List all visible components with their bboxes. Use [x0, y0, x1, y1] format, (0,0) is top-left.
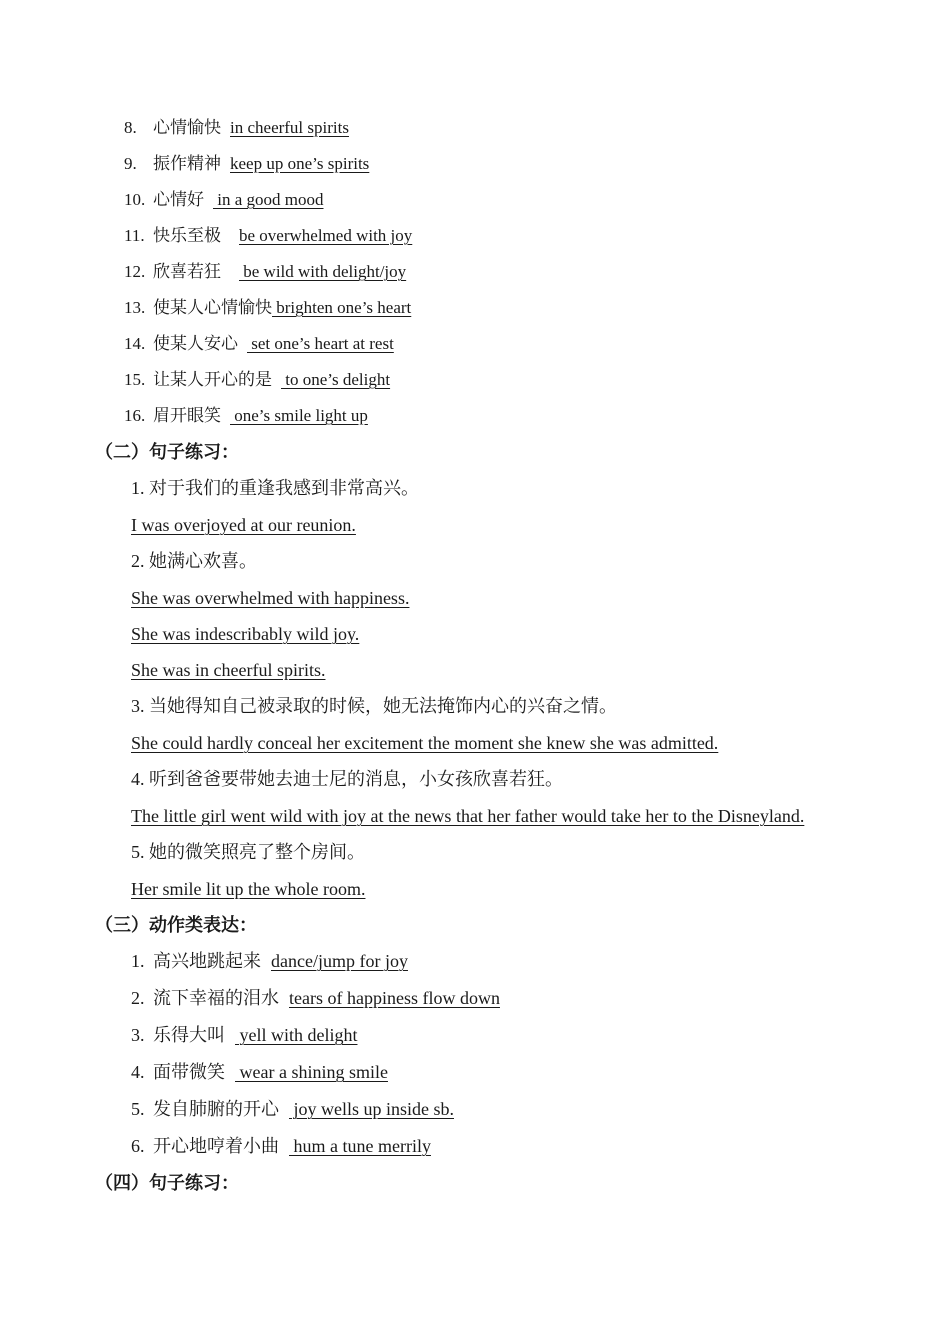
phrase-chinese: 心情好	[153, 190, 204, 209]
phrase-item	[124, 263, 406, 280]
action-item	[131, 1137, 431, 1155]
phrase-item	[124, 335, 394, 352]
item-number: 9.	[124, 154, 137, 173]
phrase-english: tears of happiness flow down	[289, 988, 500, 1008]
phrase-item	[124, 191, 324, 208]
phrase-item	[124, 299, 411, 316]
phrase-chinese: 高兴地跳起来	[153, 951, 261, 971]
phrase-english: joy wells up inside sb.	[289, 1099, 454, 1119]
item-number: 10.	[124, 190, 146, 209]
action-item	[131, 989, 500, 1007]
phrase-item	[124, 227, 412, 244]
item-number: 6.	[131, 1136, 145, 1156]
phrase-english: set one’s heart at rest	[247, 334, 394, 353]
sentence-chinese: 1. 对于我们的重逢我感到非常高兴。	[131, 478, 419, 498]
phrase-english: in a good mood	[213, 190, 324, 209]
phrase-item	[124, 119, 349, 136]
phrase-item	[124, 407, 368, 424]
phrase-english: be wild with delight/joy	[239, 262, 407, 281]
item-number: 11.	[124, 226, 145, 245]
action-item	[131, 1063, 388, 1081]
sentence-english: I was overjoyed at our reunion.	[131, 515, 356, 535]
phrase-chinese: 开心地哼着小曲	[153, 1136, 279, 1156]
phrase-english: one’s smile light up	[230, 406, 368, 425]
phrase-chinese: 发自肺腑的开心	[153, 1099, 279, 1119]
phrase-chinese: 乐得大叫	[153, 1025, 225, 1045]
phrase-chinese: 欣喜若狂	[153, 262, 221, 281]
phrase-item	[124, 371, 390, 388]
item-number: 2.	[131, 988, 145, 1008]
phrase-english: wear a shining smile	[235, 1062, 388, 1082]
sentence-chinese: 3. 当她得知自己被录取的时候，她无法掩饰内心的兴奋之情。	[131, 696, 617, 716]
sentence-english: She was in cheerful spirits.	[131, 660, 326, 680]
phrase-english: hum a tune merrily	[289, 1136, 431, 1156]
phrase-english: be overwhelmed with joy	[239, 226, 413, 245]
item-number: 14.	[124, 334, 146, 353]
action-item	[131, 1026, 357, 1044]
phrase-chinese: 眉开眼笑	[153, 406, 221, 425]
action-item	[131, 1100, 454, 1118]
phrase-english: keep up one’s spirits	[230, 154, 370, 173]
phrase-chinese: 快乐至极	[153, 226, 221, 245]
item-number: 1.	[131, 951, 145, 971]
item-number: 15.	[124, 370, 146, 389]
section-heading: （四）句子练习：	[95, 1173, 239, 1193]
phrase-english: in cheerful spirits	[230, 118, 349, 137]
action-item	[131, 952, 408, 970]
section-heading: （三）动作类表达：	[95, 915, 257, 935]
item-number: 4.	[131, 1062, 145, 1082]
item-number: 12.	[124, 262, 146, 281]
section-heading: （二）句子练习：	[95, 442, 239, 462]
phrase-chinese: 面带微笑	[153, 1062, 225, 1082]
item-number: 3.	[131, 1025, 145, 1045]
item-number: 13.	[124, 298, 146, 317]
sentence-chinese: 2. 她满心欢喜。	[131, 551, 257, 571]
sentence-english: She could hardly conceal her excitement the moment she knew she was admitted.	[131, 733, 719, 753]
phrase-chinese: 使某人安心	[153, 334, 238, 353]
sentence-chinese: 4. 听到爸爸要带她去迪士尼的消息，小女孩欣喜若狂。	[131, 769, 563, 789]
item-number: 8.	[124, 118, 137, 137]
item-number: 16.	[124, 406, 146, 425]
phrase-english: brighten one’s heart	[272, 298, 412, 317]
phrase-english: to one’s delight	[281, 370, 391, 389]
phrase-chinese: 使某人心情愉快	[153, 298, 272, 317]
sentence-english: She was indescribably wild joy.	[131, 624, 360, 644]
phrase-chinese: 心情愉快	[153, 118, 221, 137]
sentence-chinese: 5. 她的微笑照亮了整个房间。	[131, 842, 365, 862]
phrase-chinese: 流下幸福的泪水	[153, 988, 279, 1008]
phrase-chinese: 让某人开心的是	[153, 370, 272, 389]
sentence-english: She was overwhelmed with happiness.	[131, 588, 410, 608]
phrase-english: dance/jump for joy	[271, 951, 408, 971]
phrase-english: yell with delight	[235, 1025, 358, 1045]
sentence-english: Her smile lit up the whole room.	[131, 879, 366, 899]
sentence-english: The little girl went wild with joy at the news that her father would take her to the Disneyland.	[131, 806, 805, 826]
item-number: 5.	[131, 1099, 145, 1119]
phrase-chinese: 振作精神	[153, 154, 221, 173]
phrase-item	[124, 155, 369, 172]
